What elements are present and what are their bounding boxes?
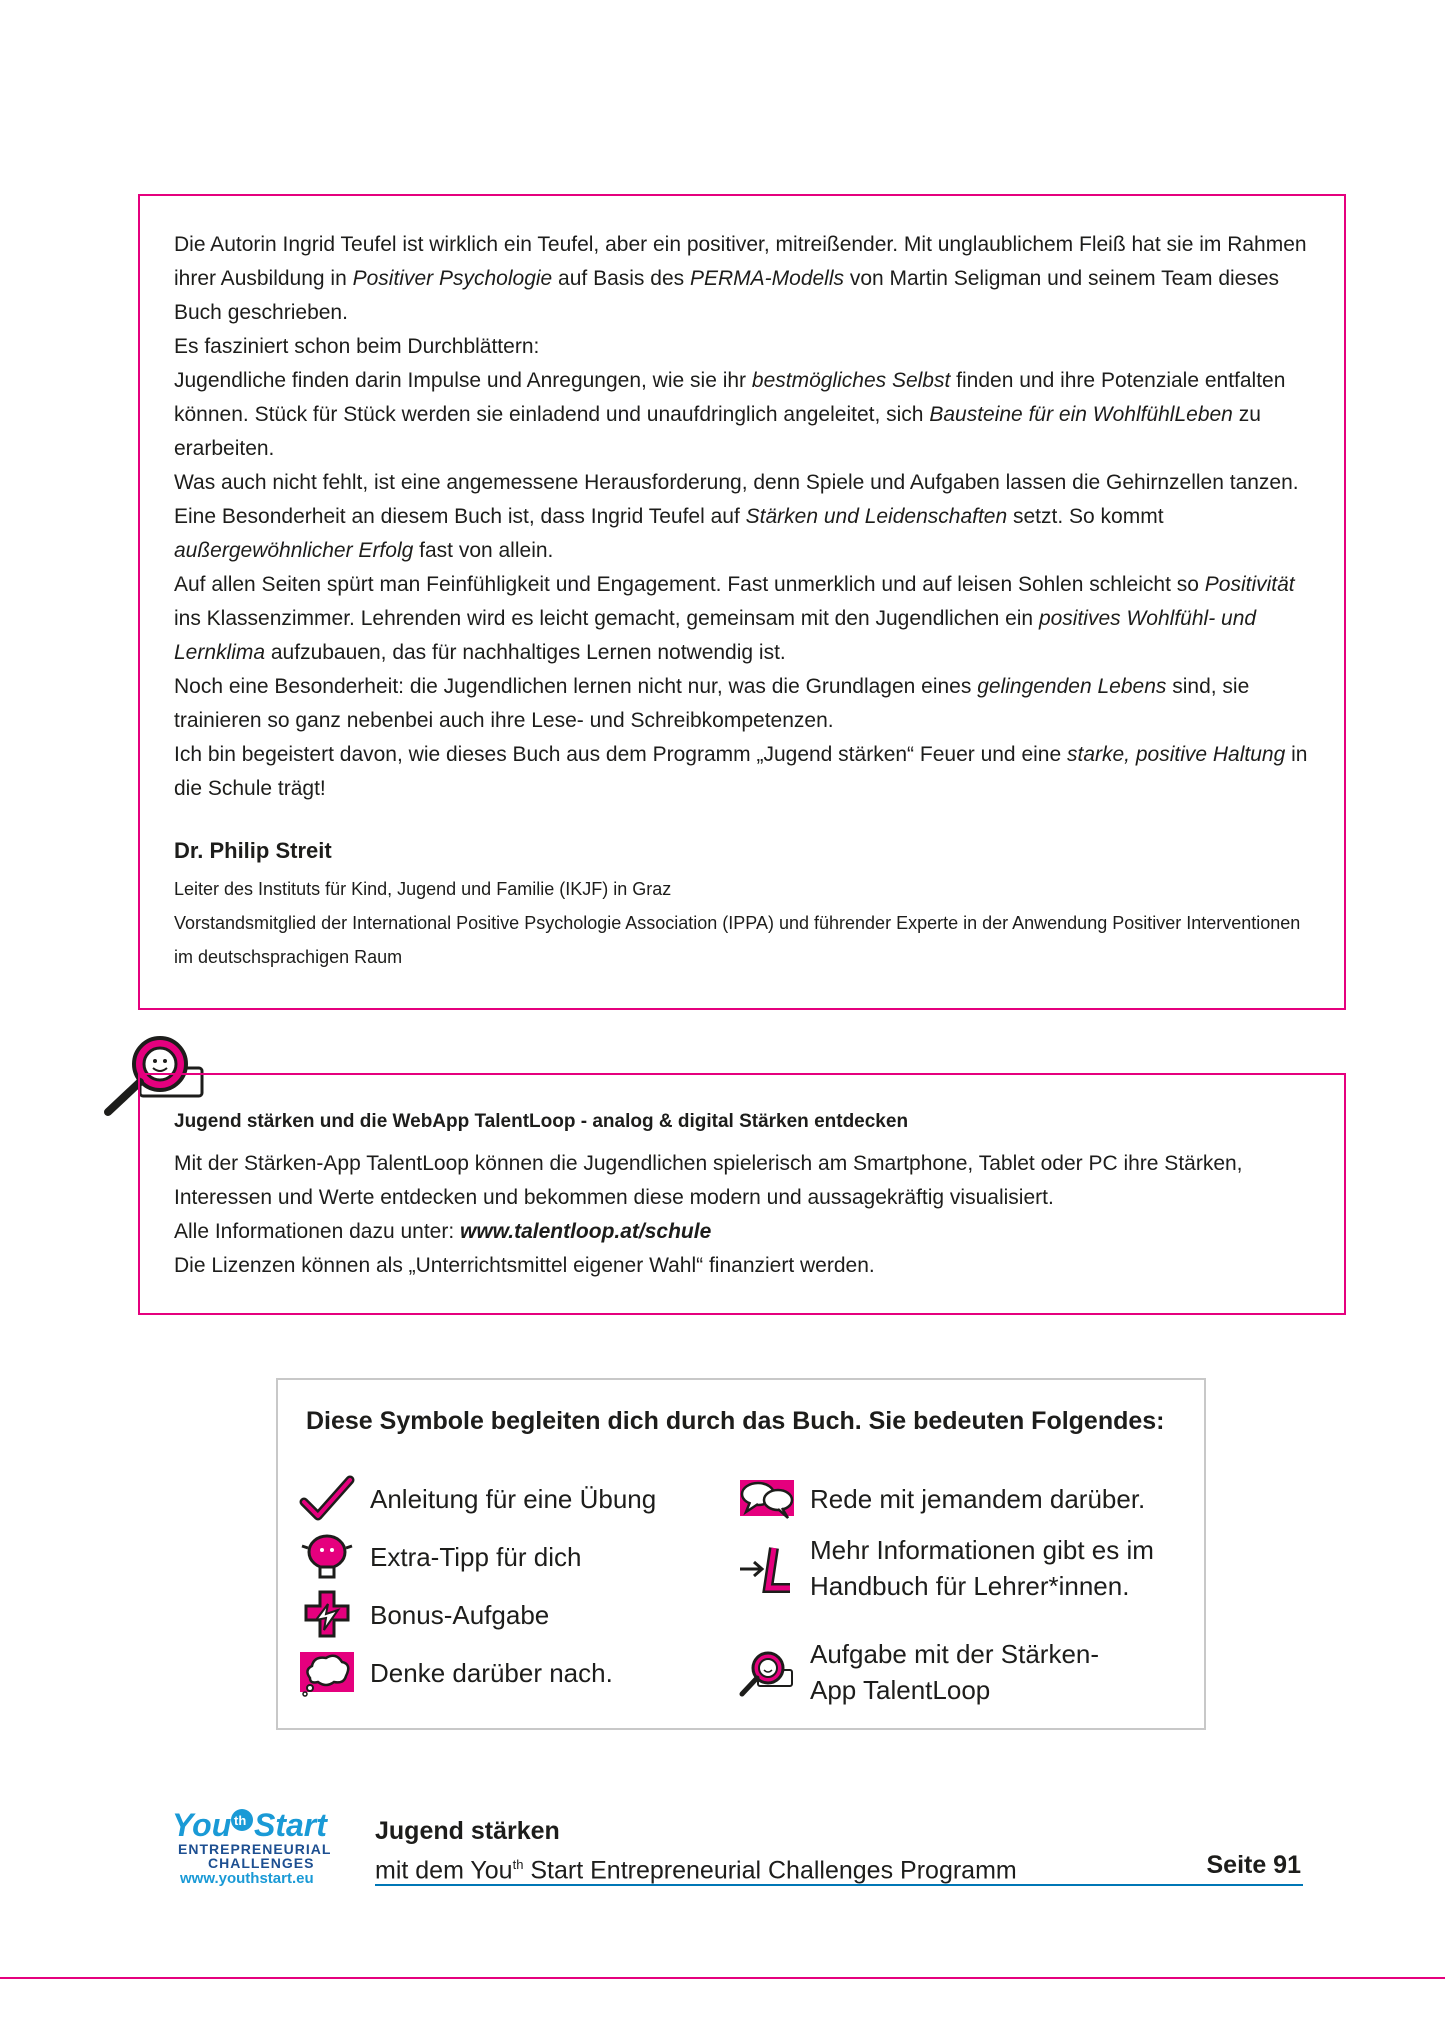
text-run: auf Basis des <box>552 267 690 290</box>
footer-divider <box>375 1884 1303 1886</box>
footer-subtitle-sup: th <box>512 1857 524 1872</box>
emphasized-phrase: Bausteine für ein WohlfühlLeben <box>929 403 1233 426</box>
bonus-plus-icon <box>298 1590 356 1640</box>
preface-box <box>138 194 1346 1010</box>
emphasized-phrase: positives Wohlfühl- und Lernklima <box>174 607 1257 664</box>
text-run: fast von allein. <box>413 539 554 562</box>
symbol-item-talk <box>738 1474 1145 1524</box>
symbol-label-handbook: Mehr Informationen gibt es im Handbuch für Lehrer*innen. <box>810 1535 1154 1601</box>
emphasized-phrase: Positiver Psychologie <box>352 267 553 290</box>
logo-word-1: You <box>172 1807 232 1843</box>
symbol-item-handbook <box>738 1532 1190 1604</box>
text-run: Ich bin begeistert davon, wie dieses Buch aus dem Programm „Jugend stärken“ Feuer und eine <box>174 743 1067 766</box>
text-run: in die Schule trägt! <box>174 743 1308 800</box>
logo-line-2: ENTREPRENEURIAL <box>178 1841 332 1857</box>
symbol-item-tip <box>298 1532 581 1582</box>
emphasized-phrase: gelingenden Lebens <box>977 675 1167 698</box>
symbol-label-tip: Extra-Tipp für dich <box>370 1542 582 1572</box>
emphasized-phrase: Stärken und Leidenschaften <box>745 505 1008 528</box>
author-role-2: Vorstandsmitglied der International Positive Psychologie Association (IPPA) und führender Experte in der Anwendung Positiver Interventionen im deutschsprachigen Raum <box>174 913 1301 967</box>
thought-cloud-icon <box>298 1648 356 1698</box>
footer-subtitle-a: mit dem You <box>375 1856 513 1885</box>
symbol-item-bonus <box>298 1590 549 1640</box>
speech-bubbles-icon <box>738 1474 796 1524</box>
emphasized-phrase: Positivität <box>1204 573 1295 596</box>
emphasized-phrase: bestmögliches Selbst <box>751 369 951 392</box>
symbol-label-talk: Rede mit jemandem darüber. <box>810 1484 1146 1514</box>
preface-text <box>174 228 1310 806</box>
symbol-legend-box <box>276 1378 1206 1730</box>
text-run: Was auch nicht fehlt, ist eine angemessene Herausforderung, denn Spiele und Aufgaben lassen die Gehirnzellen tanzen. Eine Besonderheit an diesem Buch ist, dass Ingrid Teufel auf <box>174 471 1299 528</box>
author-name: Dr. Philip Streit <box>174 838 332 863</box>
checkmark-icon <box>298 1474 356 1524</box>
symbol-item-exercise <box>298 1474 656 1524</box>
symbol-legend-heading: Diese Symbole begleiten dich durch das Buch. Sie bedeuten Folgendes: <box>306 1407 1165 1435</box>
talentloop-license-note: Die Lizenzen können als „Unterrichtsmittel eigener Wahl“ finanziert werden. <box>174 1254 875 1277</box>
text-run: Noch eine Besonderheit: die Jugendlichen lernen nicht nur, was die Grundlagen eines <box>174 675 978 698</box>
footer-subtitle <box>375 1848 1017 1887</box>
symbol-label-think: Denke darüber nach. <box>370 1658 613 1688</box>
text-run: von Martin Seligman und seinem Team dieses Buch geschrieben. <box>174 267 1280 324</box>
symbol-label-exercise: Anleitung für eine Übung <box>370 1484 657 1514</box>
teacher-handbook-icon <box>738 1544 796 1594</box>
page-bottom-divider <box>0 1977 1445 1979</box>
symbol-label-app: Aufgabe mit der Stärken-App TalentLoop <box>810 1639 1100 1705</box>
emphasized-phrase: starke, positive Haltung <box>1066 743 1286 766</box>
text-run: setzt. So kommt <box>1007 505 1164 528</box>
author-role-1: Leiter des Instituts für Kind, Jugend und Familie (IKJF) in Graz <box>174 879 672 899</box>
logo-th: th <box>234 1813 247 1828</box>
magnifier-smiley-icon <box>738 1648 796 1698</box>
text-run: Auf allen Seiten spürt man Feinfühligkeit und Engagement. Fast unmerklich und auf leisen Sohlen schleicht so <box>174 573 1205 596</box>
text-run: ins Klassenzimmer. Lehrenden wird es leicht gemacht, gemeinsam mit den Jugendlichen ein <box>174 607 1039 630</box>
logo-word-2: Start <box>254 1807 327 1843</box>
footer-title: Jugend stärken <box>375 1817 560 1845</box>
lightbulb-icon <box>298 1532 356 1582</box>
text-run: zu erarbeiten. <box>174 403 1261 460</box>
symbol-item-app <box>738 1636 1130 1708</box>
text-run: Die Autorin Ingrid Teufel ist wirklich ein Teufel, aber ein positiver, mitreißender. Mit unglaublichem Fleiß hat sie im Rahmen ihrer Ausbildung in <box>174 233 1307 290</box>
text-run: aufzubauen, das für nachhaltiges Lernen notwendig ist. <box>265 641 786 664</box>
text-run: Jugendliche finden darin Impulse und Anregungen, wie sie ihr <box>174 369 752 392</box>
talentloop-heading: Jugend stärken und die WebApp TalentLoop - analog & digital Stärken entdecken <box>174 1111 909 1132</box>
text-run: Es fasziniert schon beim Durchblättern: <box>174 335 540 358</box>
footer-subtitle-b: Start Entrepreneurial Challenges Programm <box>523 1856 1017 1885</box>
page-number: Seite 91 <box>1206 1851 1301 1879</box>
talentloop-info-line <box>174 1215 1310 1249</box>
talentloop-link[interactable]: www.talentloop.at/schule <box>460 1220 712 1243</box>
logo-url: www.youthstart.eu <box>180 1870 314 1886</box>
symbol-label-bonus: Bonus-Aufgabe <box>370 1600 550 1630</box>
youthstart-logo <box>170 1806 350 1886</box>
talentloop-description: Mit der Stärken-App TalentLoop können die Jugendlichen spielerisch am Smartphone, Tablet oder PC ihre Stärken, Interessen und Werte entdecken und bekommen diese modern und aussagekräftig visualisiert. <box>174 1152 1243 1209</box>
logo-line-3: CHALLENGES <box>208 1855 315 1871</box>
talentloop-info-prefix: Alle Informationen dazu unter: <box>174 1220 461 1243</box>
talentloop-box <box>138 1073 1346 1315</box>
emphasized-phrase: außergewöhnlicher Erfolg <box>174 539 414 562</box>
symbol-item-think <box>298 1648 613 1698</box>
text-run: finden und ihre Potenziale entfalten können. Stück für Stück werden sie einladend und unaufdringlich angeleitet, sich <box>174 369 1286 426</box>
text-run: sind, sie trainieren so ganz nebenbei auch ihre Lese- und Schreibkompetenzen. <box>174 675 1250 732</box>
emphasized-phrase: PERMA-Modells <box>689 267 845 290</box>
